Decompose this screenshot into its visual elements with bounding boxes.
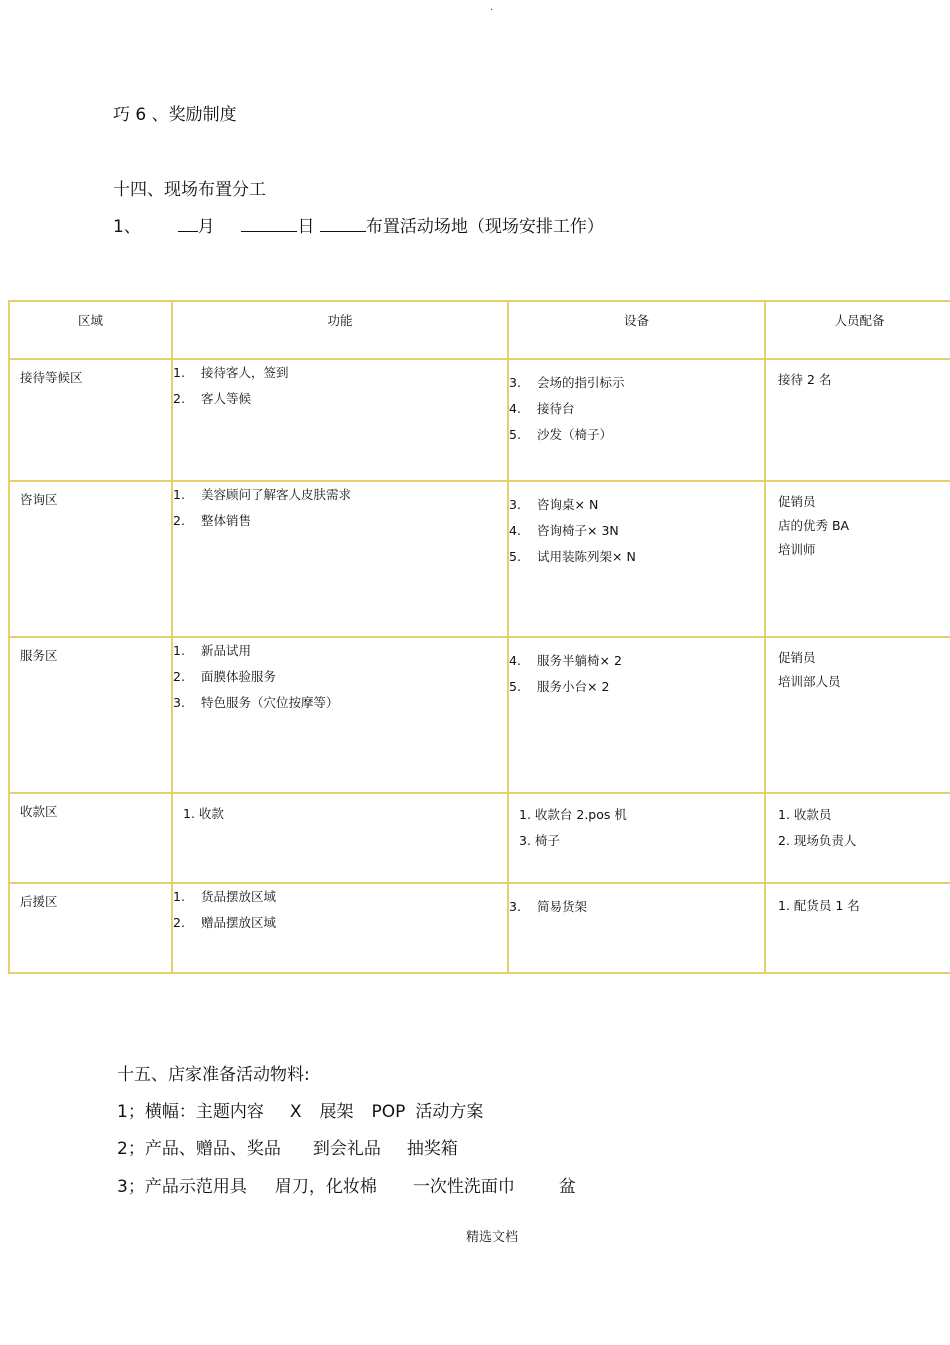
list-item: 4. 咨询椅子× 3N	[509, 523, 619, 538]
zone-cell: 咨询区	[20, 492, 58, 507]
zone-cell: 收款区	[20, 804, 58, 819]
list-item: 3. 简易货架	[509, 899, 588, 914]
table-header-row	[9, 301, 950, 359]
arrangement-line	[113, 212, 604, 237]
materials-line-1: 1；横幅：主题内容 X 展架 POP 活动方案	[117, 1102, 484, 1122]
list-item: 2. 赠品摆放区域	[173, 915, 277, 930]
zone-cell: 后援区	[20, 894, 58, 909]
list-item: 2. 整体销售	[173, 513, 252, 528]
equipment-list	[509, 360, 764, 448]
function-cell: 1. 收款	[183, 806, 224, 821]
function-list	[173, 482, 507, 534]
equipment-list	[509, 638, 764, 700]
header-zone: 区域	[9, 301, 172, 359]
staff-cell: 1. 收款员 2. 现场负责人	[778, 807, 857, 848]
list-item: 3. 特色服务（穴位按摩等）	[173, 695, 339, 710]
list-item: 5. 试用装陈列架× N	[509, 549, 636, 564]
zone-cell: 接待等候区	[20, 370, 83, 385]
reward-system-heading: 巧 6 、奖励制度	[113, 105, 237, 125]
function-list	[173, 360, 507, 412]
staff-cell: 促销员 培训部人员	[778, 650, 841, 689]
header-function: 功能	[172, 301, 508, 359]
list-item: 1. 新品试用	[173, 643, 252, 658]
time-blank	[320, 215, 366, 232]
table-row	[9, 637, 950, 793]
day-blank	[241, 215, 297, 232]
list-item: 5. 服务小台× 2	[509, 679, 610, 694]
equipment-list	[509, 884, 764, 920]
table-row	[9, 793, 950, 883]
list-item: 4. 服务半躺椅× 2	[509, 653, 622, 668]
zone-cell: 服务区	[20, 648, 58, 663]
table-row	[9, 481, 950, 637]
materials-line-3: 3；产品示范用具 眉刀，化妆棉 一次性洗面巾 盆	[117, 1177, 576, 1197]
list-item: 1. 美容顾问了解客人皮肤需求	[173, 487, 352, 502]
header-staff: 人员配备	[765, 301, 950, 359]
list-item: 3. 会场的指引标示	[509, 375, 625, 390]
arrangement-number: 1、	[113, 217, 141, 237]
list-item: 3. 咨询桌× N	[509, 497, 599, 512]
list-item: 4. 接待台	[509, 401, 575, 416]
table-row	[9, 359, 950, 481]
staff-cell: 接待 2 名	[778, 372, 832, 387]
header-equipment: 设备	[508, 301, 765, 359]
staff-cell: 促销员 店的优秀 BA 培训师	[778, 494, 850, 557]
page-top-mark: .	[490, 2, 494, 13]
list-item: 2. 面膜体验服务	[173, 669, 277, 684]
day-label: 日	[297, 217, 315, 237]
table-row	[9, 883, 950, 973]
staff-cell: 1. 配货员 1 名	[778, 898, 860, 913]
function-list	[173, 884, 507, 936]
equipment-cell: 1. 收款台 2.pos 机 3. 椅子	[519, 807, 627, 848]
arrangement-text: 布置活动场地（现场安排工作）	[365, 217, 604, 237]
section-14-title: 十四、现场布置分工	[113, 180, 266, 200]
equipment-list	[509, 482, 764, 570]
footer-label: 精选文档	[466, 1230, 519, 1245]
list-item: 1. 接待客人，签到	[173, 365, 289, 380]
list-item: 5. 沙发（椅子）	[509, 427, 613, 442]
month-label: 月	[197, 217, 215, 237]
list-item: 2. 客人等候	[173, 391, 252, 406]
materials-line-2: 2；产品、赠品、奖品 到会礼品 抽奖箱	[117, 1139, 458, 1159]
section-15-title: 十五、店家准备活动物料:	[117, 1065, 310, 1085]
list-item: 1. 货品摆放区域	[173, 889, 277, 904]
layout-division-table	[8, 300, 950, 974]
function-list	[173, 638, 507, 716]
month-blank	[178, 215, 198, 232]
